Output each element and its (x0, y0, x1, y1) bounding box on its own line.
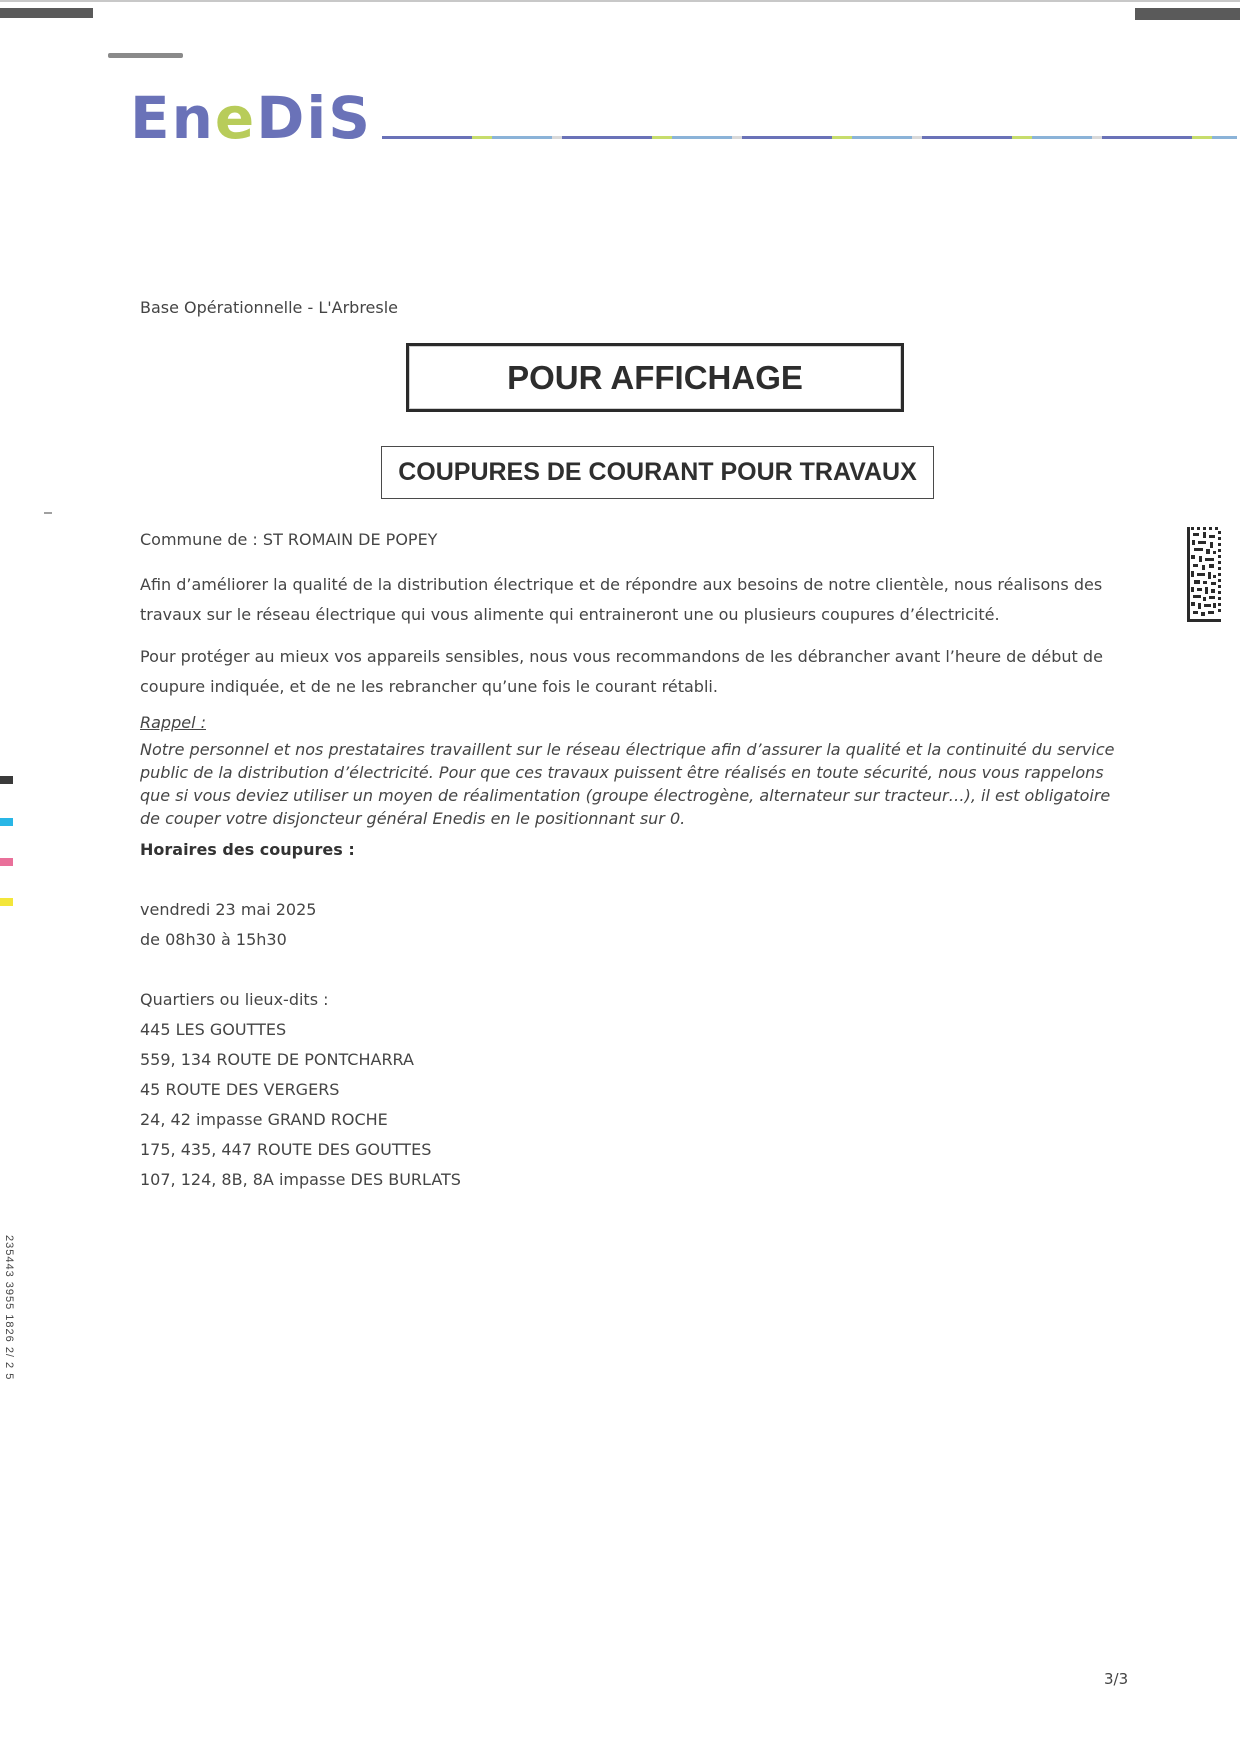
location-item: 559, 134 ROUTE DE PONTCHARRA (140, 1050, 414, 1069)
registration-mark-yellow (0, 898, 13, 906)
side-reference-code: 235443 3955 1826 2/ 2 5 (3, 1235, 15, 1381)
logo-rule (382, 136, 1237, 139)
coupures-title: COUPURES DE COURANT POUR TRAVAUX (398, 458, 917, 486)
location-item: 107, 124, 8B, 8A impasse DES BURLATS (140, 1170, 461, 1189)
logo-text (130, 84, 373, 152)
schedule-date: vendredi 23 mai 2025 (140, 900, 317, 919)
locations-title: Quartiers ou lieux-dits : (140, 990, 329, 1009)
staple-mark (108, 53, 183, 58)
logo-part-1: En (130, 84, 215, 152)
enedis-logo (130, 84, 373, 152)
coupures-box (381, 446, 934, 499)
datamatrix-code (1187, 527, 1221, 622)
commune-line: Commune de : ST ROMAIN DE POPEY (140, 530, 438, 549)
registration-mark-black (0, 776, 13, 784)
scan-edge (0, 0, 1240, 2)
intro-paragraph: Afin d’améliorer la qualité de la distribution électrique et de répondre aux besoins de notre clientèle, nous réalisons des travaux sur le réseau électrique qui vous alimente qui entraineront une ou plusieurs coupures d’électricité. (140, 575, 1103, 624)
affichage-box (406, 343, 904, 412)
scan-artifact-bar-right (1135, 8, 1240, 20)
logo-part-2: e (214, 84, 257, 152)
schedule-hours: de 08h30 à 15h30 (140, 930, 287, 949)
advice-paragraph: Pour protéger au mieux vos appareils sensibles, nous vous recommandons de les débrancher avant l’heure de début de coupure indiquée, et de ne les rebrancher qu’une fois le courant rétabli. (140, 647, 1103, 696)
affichage-title: POUR AFFICHAGE (507, 358, 803, 396)
location-item: 24, 42 impasse GRAND ROCHE (140, 1110, 388, 1129)
base-label: Base Opérationnelle - L'Arbresle (140, 298, 399, 317)
location-item: 175, 435, 447 ROUTE DES GOUTTES (140, 1140, 432, 1159)
location-item: 445 LES GOUTTES (140, 1020, 287, 1039)
rappel-label: Rappel : (140, 713, 206, 732)
logo-part-3: DiS (256, 84, 373, 152)
registration-mark-magenta (0, 858, 13, 866)
scan-artifact-bar-left (0, 8, 93, 18)
registration-mark-cyan (0, 818, 13, 826)
scan-speck (44, 512, 52, 514)
page-number: 3/3 (1104, 1670, 1129, 1688)
rappel-paragraph: Notre personnel et nos prestataires travaillent sur le réseau électrique afin d’assurer la qualité et la continuité du service public de la distribution d’électricité. Pour que ces travaux puissent être réalisés en toute sécurité, nous vous rappelons que si vous deviez utiliser un moyen de réalimentation (groupe électrogène, alternateur sur tracteur…), il est obligatoire de couper votre disjoncteur général Enedis en le positionnant sur 0. (140, 740, 1115, 828)
location-item: 45 ROUTE DES VERGERS (140, 1080, 340, 1099)
schedule-title: Horaires des coupures : (140, 840, 355, 859)
